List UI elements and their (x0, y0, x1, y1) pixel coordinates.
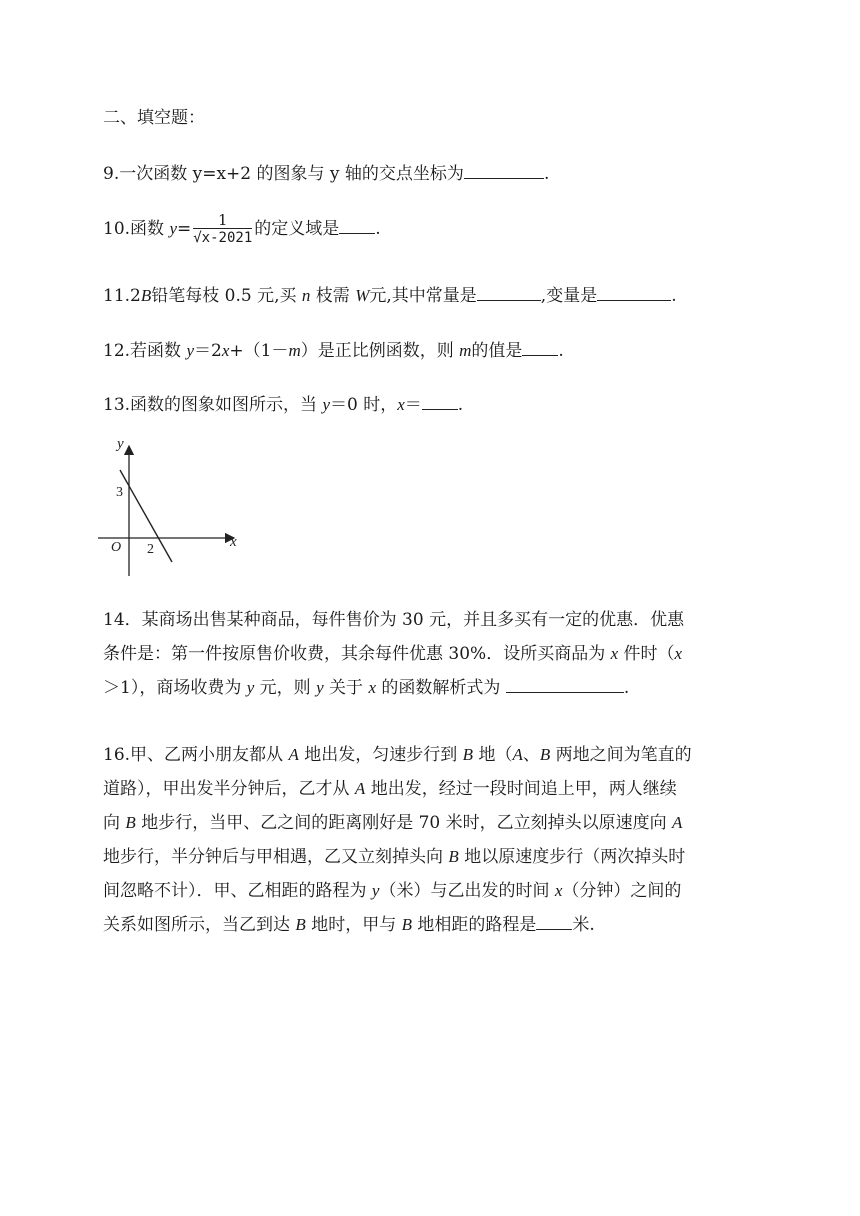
q12-text-2: ＝2 (194, 341, 222, 361)
q12-text-4: ）是正比例函数，则 (300, 341, 460, 361)
q12-text-3: +（1－ (229, 341, 289, 361)
q16-a: A (288, 745, 299, 764)
q16-b-5: B (295, 915, 306, 934)
question-14 (103, 604, 787, 705)
answer-blank[interactable] (339, 215, 375, 234)
q16-a-3: A (354, 779, 366, 798)
q16-text-14: （分钟）之间的 (562, 881, 682, 901)
q16-text-11: 地以原速度步行（两次掉头时 (458, 847, 686, 867)
q16-text-15: 关系如图所示，当乙到达 (103, 915, 296, 935)
q14-text: 条件是：第一件按原售价收费，其余每件优惠 30%．设所买商品为 (103, 644, 611, 664)
q16-b-6: B (401, 915, 412, 934)
q16-end: 米. (572, 915, 595, 935)
q14-line-2 (103, 637, 787, 671)
q16-text-6: 道路），甲出发半分钟后，乙才从 (103, 779, 355, 799)
function-line (120, 470, 172, 562)
answer-blank[interactable] (477, 282, 541, 301)
question-11 (103, 282, 677, 308)
q13-end: . (457, 395, 464, 415)
q10-text-2: 的定义域是 (254, 219, 340, 239)
q16-line-3 (103, 806, 787, 840)
q14-line-1: 14．某商场出售某种商品，每件售价为 30 元，并且多买有一定的优惠．优惠 (103, 610, 685, 630)
q12-m-2: m (459, 341, 472, 360)
q16-line-2 (103, 772, 787, 806)
function-graph (96, 434, 246, 582)
x-intercept-label: 2 (147, 542, 154, 557)
q11-text-3: 枝需 (310, 286, 356, 306)
q16-line-1 (103, 738, 787, 772)
q11-end: . (671, 286, 677, 306)
q11-text-5: ,变量是 (540, 286, 598, 306)
fraction-numerator: 1 (193, 212, 252, 229)
q12-text: 12.若函数 (103, 341, 187, 361)
q14-text-2: 件时（ (618, 644, 675, 664)
q13-text: 13.函数的图象如图所示，当 (103, 395, 323, 415)
q16-text-8: 向 (103, 813, 126, 833)
q14-line-3 (103, 671, 787, 705)
question-9 (103, 160, 549, 186)
q9-text: 9.一次函数 y=x+2 的图象与 y 轴的交点坐标为 (103, 164, 464, 184)
q16-text-7: 地出发，经过一段时间追上甲，两人继续 (365, 779, 677, 799)
q14-x: x (610, 644, 619, 663)
q14-text-5: 关于 (323, 678, 369, 698)
q16-text: 16.甲、乙两小朋友都从 (103, 745, 289, 765)
q16-text-10: 地步行，半分钟后与甲相遇，乙又立刻掉头向 (103, 847, 449, 867)
q10-eq: = (177, 219, 192, 239)
q13-text-2: ＝0 时， (330, 395, 398, 415)
q10-text: 10.函数 (103, 219, 170, 239)
q16-line-4 (103, 840, 787, 874)
q16-text-5: 两地之间为笔直的 (550, 745, 692, 765)
q9-end: . (543, 164, 550, 184)
q16-text-17: 地相距的路程是 (412, 915, 537, 935)
q11-text: 11.2 (103, 286, 141, 306)
q11-b: B (140, 286, 152, 305)
q16-text-16: 地时，甲与 (305, 915, 402, 935)
q16-text-13: （米）与乙出发的时间 (379, 881, 555, 901)
y-axis-label: y (117, 436, 124, 452)
answer-blank[interactable] (464, 160, 544, 179)
q14-text-6: 的函数解析式为 (376, 678, 506, 698)
x-axis-label: x (230, 534, 237, 550)
q14-x-2: x (674, 644, 683, 663)
q16-text-3: 地（ (473, 745, 513, 765)
q16-b-2: B (539, 745, 551, 764)
q16-b-3: B (125, 813, 136, 832)
answer-blank[interactable] (597, 282, 671, 301)
q12-x: x (221, 341, 230, 360)
q13-y: y (322, 395, 330, 414)
q16-b-4: B (448, 847, 459, 866)
q11-text-2: 铅笔每枝 0.5 元,买 (151, 286, 302, 306)
q16-y: y (371, 881, 380, 900)
fraction-denominator: √x-2021 (193, 230, 253, 246)
q16-text-2: 地出发，匀速步行到 (298, 745, 463, 765)
answer-blank[interactable] (422, 391, 458, 410)
answer-blank[interactable] (536, 911, 572, 930)
answer-blank[interactable] (506, 674, 624, 693)
q14-y-2: y (316, 678, 324, 697)
q16-a-2: A (512, 745, 523, 764)
q16-a-4: A (672, 813, 683, 832)
q10-end: . (375, 219, 381, 239)
y-intercept-label: 3 (116, 485, 123, 500)
q12-text-5: 的值是 (471, 341, 523, 361)
q16-b: B (462, 745, 474, 764)
q11-text-4: 元,其中常量是 (369, 286, 477, 306)
q14-y: y (246, 678, 255, 697)
q16-text-12: 间忽略不计）．甲、乙相距的路程为 (103, 881, 372, 901)
q16-line-6 (103, 908, 787, 942)
q13-text-3: ＝ (404, 395, 422, 415)
q14-text-3: ＞1），商场收费为 (103, 678, 247, 698)
q16-text-9: 地步行，当甲、乙之间的距离刚好是 70 米时，乙立刻掉头以原速度向 (135, 813, 673, 833)
q12-y: y (186, 341, 194, 360)
question-12 (103, 337, 564, 363)
q12-end: . (558, 341, 564, 361)
q11-n: n (301, 286, 311, 305)
q14-text-4: 元，则 (254, 678, 317, 698)
q16-line-5 (103, 874, 787, 908)
q16-text-4: 、 (522, 745, 540, 765)
origin-label: O (111, 540, 122, 555)
q14-end: . (623, 678, 630, 698)
question-13 (103, 391, 463, 417)
q11-w: W (355, 286, 370, 305)
q14-x-3: x (368, 678, 376, 697)
section-title: 二、填空题： (103, 108, 205, 128)
answer-blank[interactable] (522, 337, 558, 356)
q16-x: x (554, 881, 563, 900)
fraction (193, 212, 252, 247)
q10-y: y (169, 219, 177, 238)
q12-m: m (288, 341, 301, 360)
question-10 (103, 212, 381, 247)
question-16 (103, 738, 787, 942)
q13-x: x (397, 395, 405, 414)
